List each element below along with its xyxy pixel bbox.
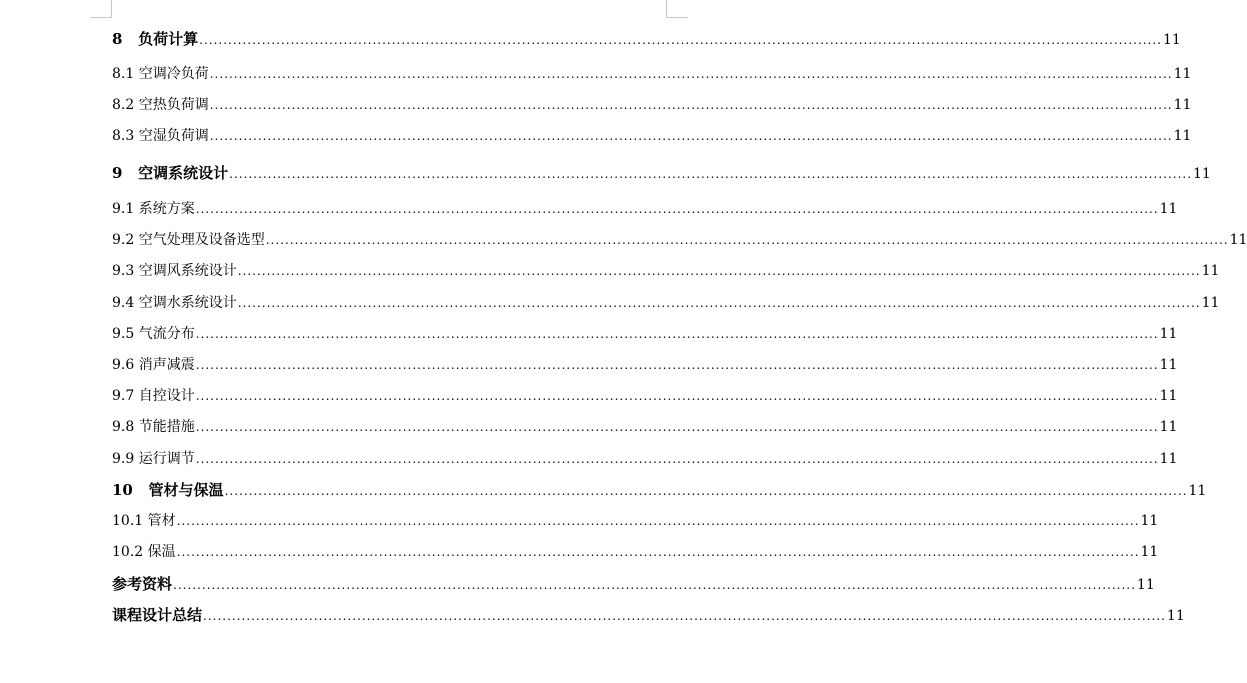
toc-entry-label: 系统方案 [138, 201, 195, 217]
toc-entry-number: 10.1 [112, 513, 144, 529]
toc-entry[interactable] [112, 541, 1159, 563]
toc-entry-number: 9.2 [112, 232, 135, 248]
toc-page-number: 11 [1173, 97, 1192, 113]
toc-entry-label: 气流分布 [138, 326, 195, 342]
toc-entry[interactable] [112, 354, 1178, 376]
toc-entry[interactable] [112, 604, 1185, 626]
toc-entry-number: 9.7 [112, 388, 135, 404]
toc-leader-dots: ........................................................................................................................................................................................................ [237, 296, 1201, 310]
toc-entry-title [112, 125, 209, 147]
toc-leader-dots: ........................................................................................................................................................................................................ [229, 167, 1193, 181]
toc-page-number: 11 [1159, 419, 1178, 435]
toc-entry[interactable] [112, 162, 1211, 184]
toc-entry[interactable] [112, 94, 1192, 116]
toc-entry-number: 8 [112, 30, 123, 48]
toc-entry-number: 9.1 [112, 201, 135, 217]
toc-entry-label: 消声减震 [138, 357, 195, 373]
toc-entry[interactable] [112, 63, 1192, 85]
toc-entry-title [112, 28, 198, 50]
toc-leader-dots: ........................................................................................................................................................................................................ [203, 609, 1166, 623]
toc-entry[interactable] [112, 198, 1178, 220]
toc-entry[interactable] [112, 479, 1207, 501]
toc-entry-label: 空调风系统设计 [138, 263, 237, 279]
toc-entry-title [112, 448, 195, 470]
toc-entry-title [112, 162, 228, 184]
crop-mark-top-left-vertical [111, 0, 112, 18]
toc-entry-label: 空调系统设计 [138, 164, 229, 182]
toc-leader-dots: ........................................................................................................................................................................................................ [224, 484, 1188, 498]
toc-page-number: 11 [1140, 513, 1159, 529]
toc-leader-dots: ........................................................................................................................................................................................................ [176, 545, 1140, 559]
toc-entry-title [112, 541, 176, 563]
toc-entry-label: 课程设计总结 [112, 606, 203, 624]
toc-entry[interactable] [112, 510, 1159, 532]
toc-entry-title [112, 510, 176, 532]
toc-entry[interactable] [112, 125, 1192, 147]
toc-entry-number: 9.4 [112, 295, 135, 311]
toc-entry-number: 9 [112, 164, 123, 182]
toc-entry-number: 10.2 [112, 544, 144, 560]
toc-page-number: 11 [1136, 577, 1155, 593]
toc-entry-label: 运行调节 [138, 451, 195, 467]
toc-leader-dots: ........................................................................................................................................................................................................ [199, 33, 1163, 47]
toc-entry-label: 节能措施 [138, 419, 195, 435]
toc-entry-number: 9.3 [112, 263, 135, 279]
toc-page-number: 11 [1173, 66, 1192, 82]
toc-entry[interactable] [112, 416, 1178, 438]
toc-leader-dots: ........................................................................................................................................................................................................ [195, 452, 1159, 466]
toc-entry-number: 9.5 [112, 326, 135, 342]
toc-entry[interactable] [112, 323, 1178, 345]
toc-entry-title [112, 63, 209, 85]
toc-page-number: 11 [1159, 357, 1178, 373]
toc-entry[interactable] [112, 448, 1178, 470]
toc-page-number: 11 [1166, 608, 1185, 624]
toc-leader-dots: ........................................................................................................................................................................................................ [195, 202, 1159, 216]
toc-entry-title [112, 354, 195, 376]
toc-entry-label: 参考资料 [112, 575, 173, 593]
toc-entry-label: 管材与保温 [148, 481, 224, 499]
toc-entry-title [112, 198, 195, 220]
toc-page-number: 11 [1201, 295, 1220, 311]
toc-page-number: 11 [1140, 544, 1159, 560]
toc-entry-label: 空湿负荷调 [138, 128, 209, 144]
toc-entry-label: 空调水系统设计 [138, 295, 237, 311]
toc-page-number: 11 [1159, 451, 1178, 467]
crop-mark-top-right-horizontal [666, 17, 688, 18]
toc-entry-title [112, 416, 195, 438]
toc-entry-label: 负荷计算 [138, 30, 199, 48]
crop-mark-top-right-vertical [666, 0, 667, 18]
toc-entry-label: 保温 [147, 544, 176, 560]
crop-mark-top-left-horizontal [90, 17, 112, 18]
toc-leader-dots: ........................................................................................................................................................................................................ [195, 389, 1159, 403]
toc-entry-title [112, 573, 172, 595]
toc-page-number: 11 [1193, 166, 1211, 182]
toc-entry-title [112, 385, 195, 407]
toc-leader-dots: ........................................................................................................................................................................................................ [265, 233, 1229, 247]
toc-page-number: 11 [1163, 32, 1181, 48]
toc-entry-number: 8.2 [112, 97, 135, 113]
toc-entry-label: 自控设计 [138, 388, 195, 404]
toc-page-number: 11 [1229, 232, 1247, 248]
toc-entry-title [112, 604, 202, 626]
toc-entry-number: 9.9 [112, 451, 135, 467]
toc-entry-number: 9.8 [112, 419, 135, 435]
toc-leader-dots: ........................................................................................................................................................................................................ [195, 358, 1159, 372]
toc-entry-title [112, 229, 265, 251]
toc-page-number: 11 [1159, 201, 1178, 217]
toc-entry-number: 10 [112, 481, 133, 499]
toc-leader-dots: ........................................................................................................................................................................................................ [209, 67, 1173, 81]
toc-entry[interactable] [112, 292, 1220, 314]
toc-leader-dots: ........................................................................................................................................................................................................ [209, 98, 1173, 112]
toc-entry-label: 空调冷负荷 [138, 66, 209, 82]
toc-entry-number: 8.3 [112, 128, 135, 144]
toc-page-number: 11 [1159, 388, 1178, 404]
toc-entry[interactable] [112, 229, 1247, 251]
toc-leader-dots: ........................................................................................................................................................................................................ [237, 264, 1201, 278]
toc-leader-dots: ........................................................................................................................................................................................................ [195, 327, 1159, 341]
toc-leader-dots: ........................................................................................................................................................................................................ [209, 129, 1173, 143]
toc-leader-dots: ........................................................................................................................................................................................................ [195, 420, 1159, 434]
toc-entry-number: 9.6 [112, 357, 135, 373]
toc-entry-label: 空气处理及设备选型 [138, 232, 265, 248]
toc-page-number: 11 [1201, 263, 1220, 279]
toc-page-number: 11 [1159, 326, 1178, 342]
toc-page-number: 11 [1188, 483, 1207, 499]
toc-entry-title [112, 260, 237, 282]
toc-entry-label: 管材 [147, 513, 176, 529]
toc-leader-dots: ........................................................................................................................................................................................................ [176, 514, 1140, 528]
toc-entry[interactable] [112, 260, 1220, 282]
toc-entry-title [112, 292, 237, 314]
toc-page-number: 11 [1173, 128, 1192, 144]
toc-entry[interactable] [112, 385, 1178, 407]
toc-entry[interactable] [112, 573, 1155, 595]
toc-leader-dots: ........................................................................................................................................................................................................ [173, 578, 1136, 592]
toc-entry-title [112, 323, 195, 345]
toc-entry-title [112, 94, 209, 116]
toc-entry-number: 8.1 [112, 66, 135, 82]
toc-entry[interactable] [112, 28, 1181, 50]
toc-entry-label: 空热负荷调 [138, 97, 209, 113]
toc-entry-title [112, 479, 224, 501]
